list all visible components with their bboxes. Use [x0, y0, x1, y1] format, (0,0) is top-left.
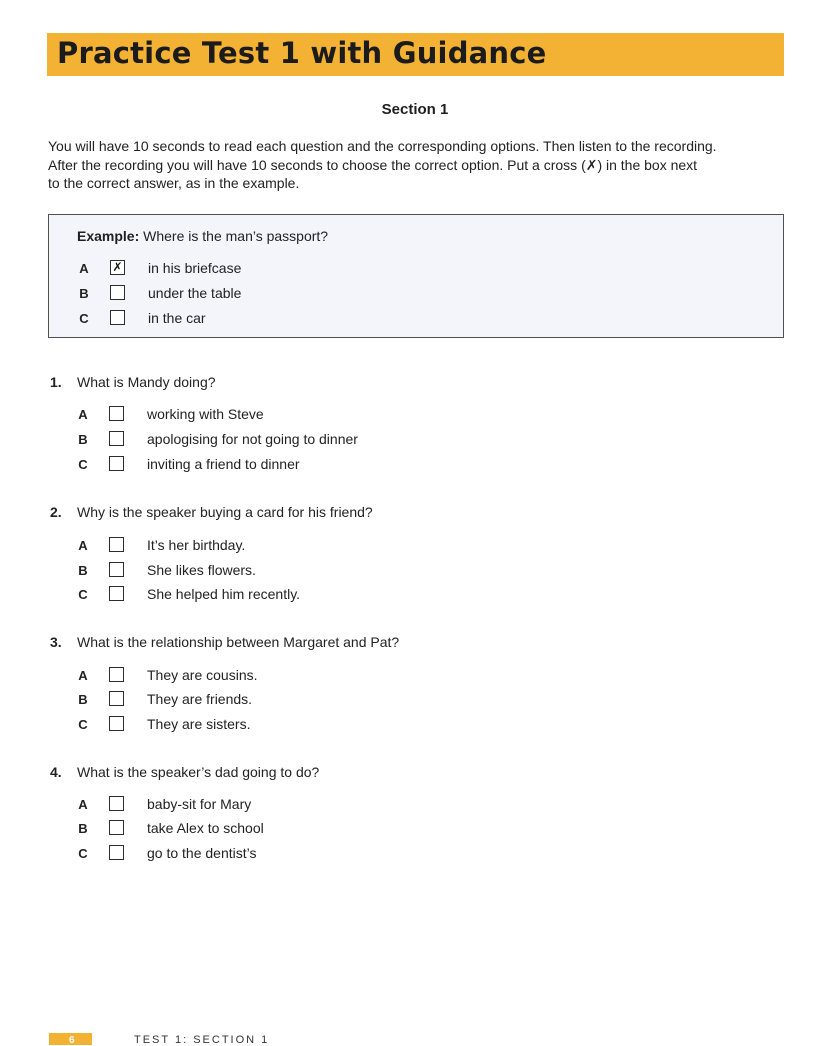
question-text: Why is the speaker buying a card for his friend?: [77, 504, 373, 520]
answer-checkbox[interactable]: [109, 845, 124, 860]
option-c: [76, 586, 576, 606]
option-letter: B: [78, 432, 88, 447]
title-banner: [47, 33, 784, 76]
question-number: 3.: [50, 634, 62, 650]
option-text: It’s her birthday.: [147, 537, 246, 553]
option-b: [76, 562, 576, 582]
page-number: 6: [69, 1035, 75, 1046]
option-a: [76, 406, 576, 426]
example-question: [77, 228, 328, 244]
question-number: 1.: [50, 374, 62, 390]
answer-checkbox[interactable]: [109, 456, 124, 471]
example-option-a: [77, 260, 577, 280]
answer-checkbox[interactable]: ✗: [110, 260, 125, 275]
option-letter: C: [78, 717, 88, 732]
answer-checkbox[interactable]: [109, 406, 124, 421]
option-text: in his briefcase: [148, 260, 242, 276]
question-text: What is the speaker’s dad going to do?: [77, 764, 320, 780]
option-text: in the car: [148, 310, 206, 326]
option-letter: A: [78, 668, 88, 683]
question-text: What is Mandy doing?: [77, 374, 216, 390]
option-text: take Alex to school: [147, 820, 264, 836]
question-number: 4.: [50, 764, 62, 780]
option-text: go to the dentist’s: [147, 845, 257, 861]
option-c: [76, 716, 576, 736]
answer-checkbox[interactable]: [109, 537, 124, 552]
question-text: What is the relationship between Margaret and Pat?: [77, 634, 400, 650]
option-letter: C: [78, 587, 88, 602]
answer-checkbox[interactable]: [109, 691, 124, 706]
answer-checkbox[interactable]: [109, 431, 124, 446]
example-option-c: [77, 310, 577, 330]
page-number-tab: [49, 1033, 92, 1045]
option-text: They are friends.: [147, 691, 253, 707]
option-a: [76, 667, 576, 687]
answer-checkbox[interactable]: [109, 820, 124, 835]
option-letter: C: [78, 846, 88, 861]
instructions: [48, 137, 788, 193]
option-letter: A: [78, 797, 88, 812]
option-letter: B: [78, 821, 88, 836]
option-text: apologising for not going to dinner: [147, 431, 358, 447]
answer-checkbox[interactable]: [109, 716, 124, 731]
option-text: inviting a friend to dinner: [147, 456, 300, 472]
instructions-line: to the correct answer, as in the example.: [48, 175, 300, 191]
question-line: [50, 504, 373, 520]
answer-checkbox[interactable]: [109, 562, 124, 577]
option-text: She helped him recently.: [147, 586, 301, 602]
option-letter: C: [78, 457, 88, 472]
answer-checkbox[interactable]: [109, 796, 124, 811]
example-label: Example:: [77, 228, 140, 244]
option-letter: A: [78, 538, 88, 553]
option-b: [76, 691, 576, 711]
answer-checkbox[interactable]: [109, 586, 124, 601]
example-question-text: Where is the man’s passport?: [143, 228, 329, 244]
option-letter: B: [79, 286, 89, 301]
option-b: [76, 431, 576, 451]
option-text: baby-sit for Mary: [147, 796, 252, 812]
option-text: She likes flowers.: [147, 562, 256, 578]
answer-checkbox[interactable]: [109, 667, 124, 682]
option-letter: A: [78, 407, 88, 422]
option-text: working with Steve: [147, 406, 264, 422]
option-text: They are sisters.: [147, 716, 251, 732]
answer-checkbox[interactable]: [110, 285, 125, 300]
option-text: under the table: [148, 285, 242, 301]
instructions-line: You will have 10 seconds to read each question and the corresponding options. Then listen to the recording.: [48, 138, 717, 154]
option-letter: A: [79, 261, 89, 276]
option-a: [76, 537, 576, 557]
instructions-line: After the recording you will have 10 seconds to choose the correct option. Put a cross (✗) in the box next: [48, 156, 698, 173]
option-c: [76, 845, 576, 865]
option-c: [76, 456, 576, 476]
option-b: [76, 820, 576, 840]
question-number: 2.: [50, 504, 62, 520]
page-title: Practice Test 1 with Guidance: [57, 36, 547, 70]
question-line: [50, 634, 399, 650]
option-letter: B: [78, 563, 88, 578]
question-line: [50, 764, 319, 780]
answer-checkbox[interactable]: [110, 310, 125, 325]
option-text: They are cousins.: [147, 667, 258, 683]
example-option-b: [77, 285, 577, 305]
example-box: [48, 214, 784, 338]
section-heading: Section 1: [381, 101, 449, 118]
option-letter: C: [79, 311, 89, 326]
running-head: TEST 1: SECTION 1: [134, 1034, 270, 1046]
question-line: [50, 374, 216, 390]
option-letter: B: [78, 692, 88, 707]
option-a: [76, 796, 576, 816]
